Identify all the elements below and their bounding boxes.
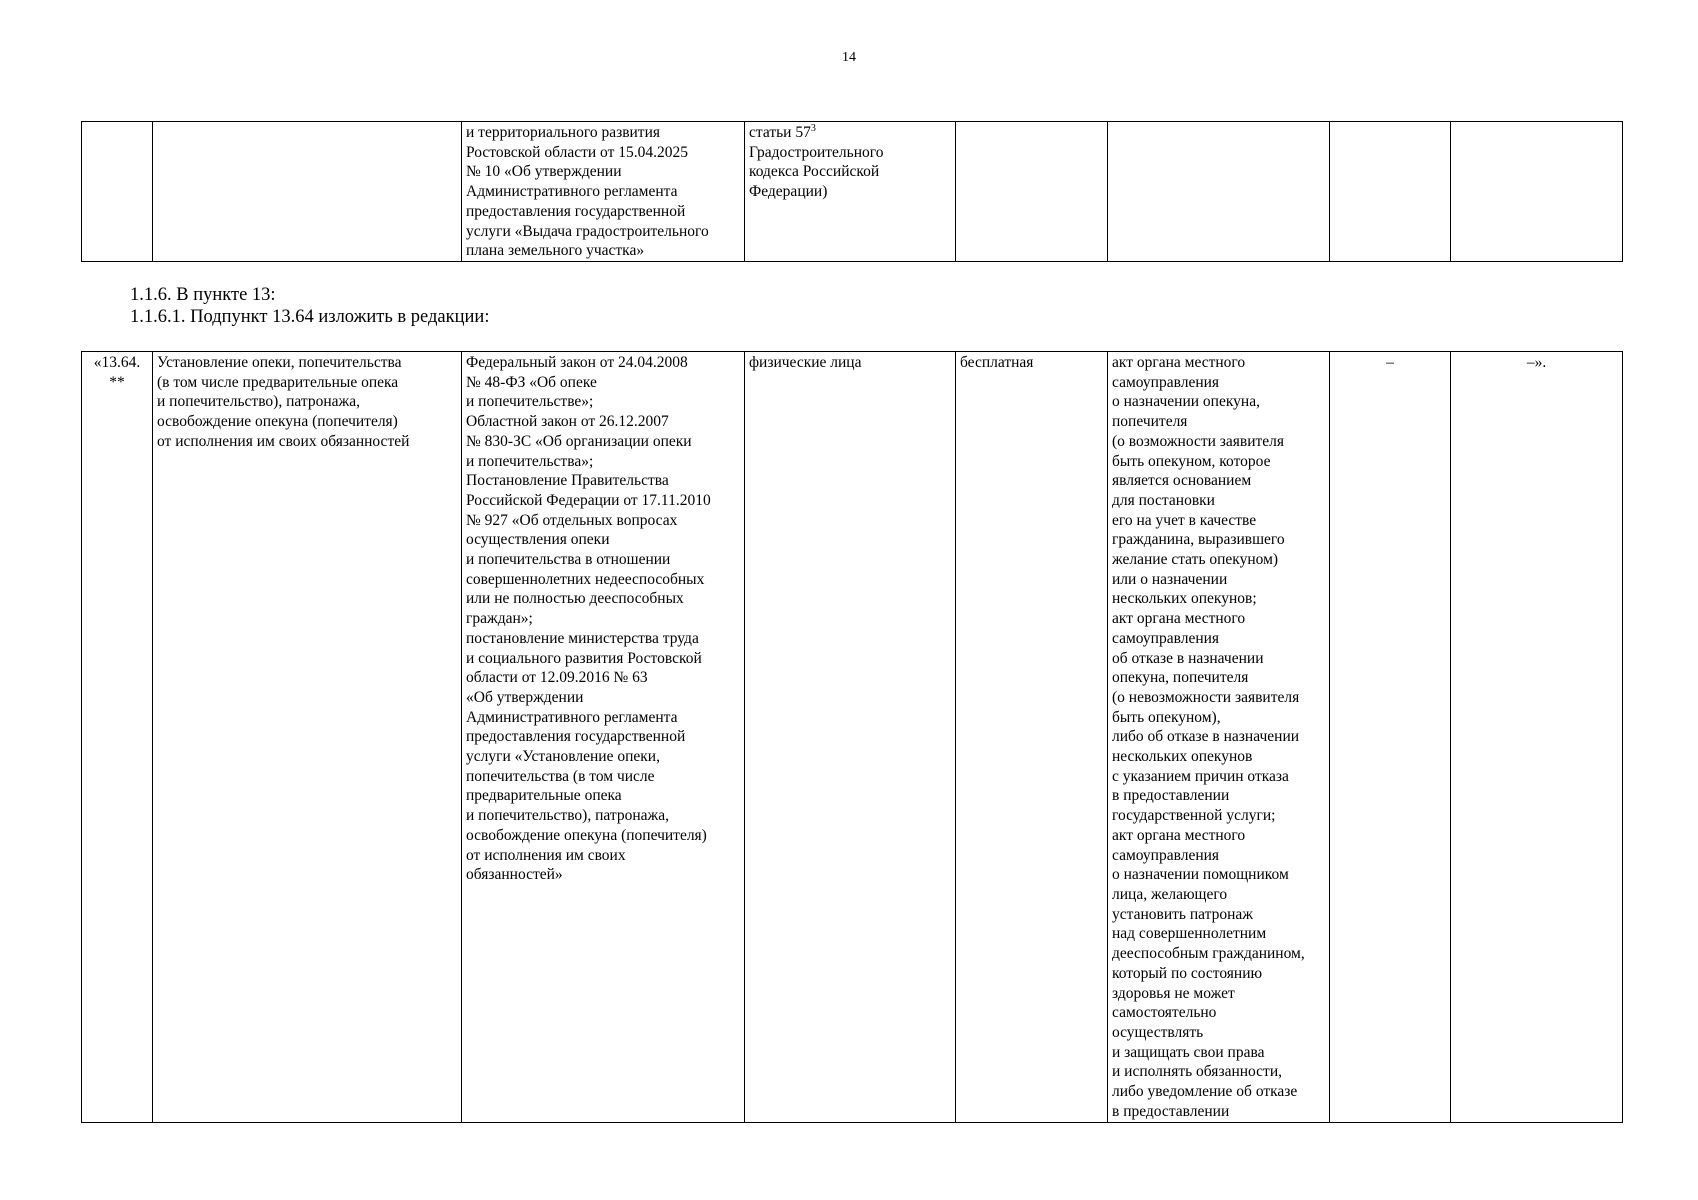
closing-dash-cell: –». xyxy=(1451,352,1623,1123)
legal-ref-superscript: 3 xyxy=(810,122,816,134)
services-table xyxy=(81,351,1623,1123)
paragraph-1-1-6-1: 1.1.6.1. Подпункт 13.64 изложить в редакции: xyxy=(130,307,490,327)
col8-cell xyxy=(1451,122,1623,262)
service-cell xyxy=(153,122,462,262)
legal-basis-cell: Федеральный закон от 24.04.2008 № 48-ФЗ «Об опеке и попечительстве»; Областной закон от 26.12.2007 № 830-ЗС «Об организации опеки и попечительства»; Постановление Правительства Российской Федерации от 17.11.2010 № 927 «Об отдельных вопросах осуществления опеки и попечительства в отношении совершеннолетних недееспособных или не полностью дееспособных граждан»; постановление министерства труда и социального развития Ростовской области от 12.09.2016 № 63 «Об утверждении Административного регламента предоставления государственной услуги «Установление опеки, попечительства (в том числе предварительные опека и попечительство), патронажа, освобождение опекуна (попечителя) от исполнения им своих обязанностей» xyxy=(462,352,745,1123)
legal-ref-cell xyxy=(745,122,956,262)
page-number: 14 xyxy=(842,50,856,65)
legal-ref-rest: Градостроительного кодекса Российской Федерации) xyxy=(749,143,884,201)
number-cell xyxy=(82,122,153,262)
legal-ref-prefix: статьи 57 xyxy=(749,124,811,141)
result-cell: акт органа местного самоуправления о назначении опекуна, попечителя (о возможности заявителя быть опекуном, которое является основанием для постановки его на учет в качестве гражданина, выразившего желание стать опекуном) или о назначении нескольких опекунов; акт органа местного самоуправления об отказе в назначении опекуна, попечителя (о невозможности заявителя быть опекуном), либо об отказе в назначении нескольких опекунов с указанием причин отказа в предоставлении государственной услуги; акт органа местного самоуправления о назначении помощником лица, желающего установить патронаж над совершеннолетним дееспособным гражданином, который по состоянию здоровья не может самостоятельно осуществлять и защищать свои права и исполнять обязанности, либо уведомление об отказе в предоставлении xyxy=(1108,352,1330,1123)
applicants-cell xyxy=(956,122,1108,262)
paragraph-1-1-6: 1.1.6. В пункте 13: xyxy=(130,285,276,305)
col7-cell xyxy=(1330,122,1451,262)
service-name-cell: Установление опеки, попечительства (в том числе предварительные опека и попечительство), патронажа, освобождение опекуна (попечителя) от исполнения им своих обязанностей xyxy=(153,352,462,1123)
item-number-cell: «13.64. ** xyxy=(82,352,153,1123)
legal-basis-cell: и территориального развития Ростовской области от 15.04.2025 № 10 «Об утверждении Административного регламента предоставления государственной услуги «Выдача градостроительного плана земельного участка» xyxy=(462,122,745,262)
result-cell xyxy=(1108,122,1330,262)
applicants-cell: физические лица xyxy=(745,352,956,1123)
table-row xyxy=(82,352,1623,1123)
dash-cell: – xyxy=(1330,352,1451,1123)
top-table-fragment xyxy=(81,121,1623,262)
fee-cell: бесплатная xyxy=(956,352,1108,1123)
table-row xyxy=(82,122,1623,262)
